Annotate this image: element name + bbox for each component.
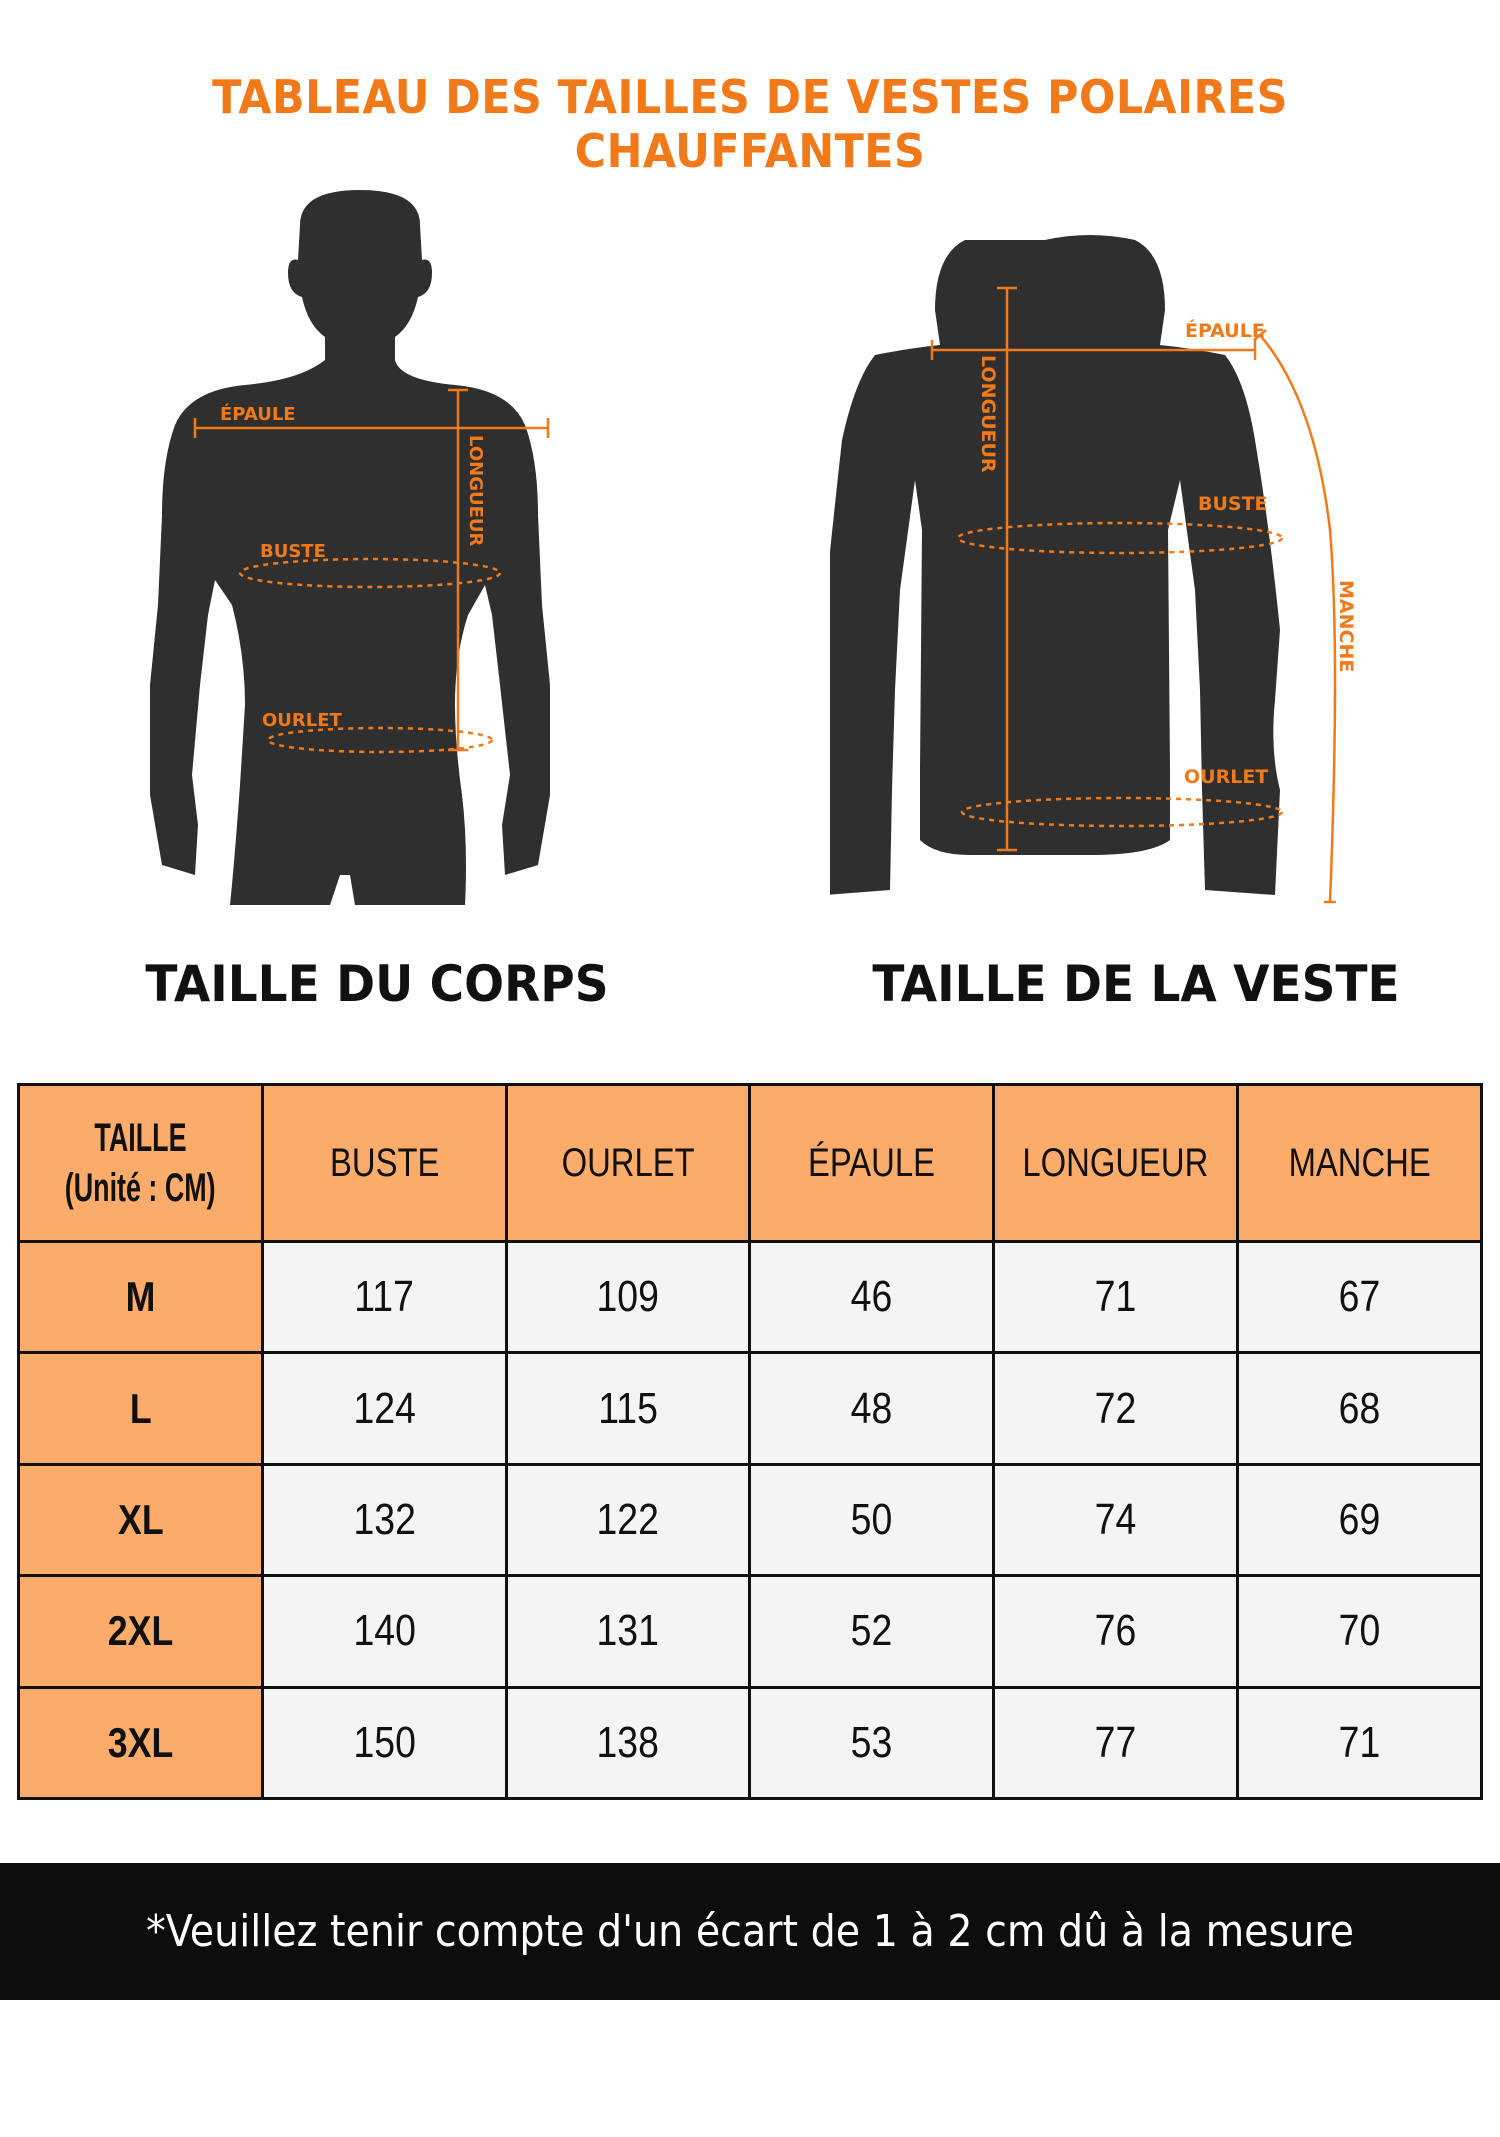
chest-cell: 140: [262, 1576, 506, 1687]
table-row: [19, 1576, 1482, 1687]
chest-cell: 124: [262, 1353, 506, 1464]
length-column-header: LONGUEUR: [994, 1085, 1238, 1242]
sleeve-cell: 71: [1238, 1687, 1482, 1798]
length-cell: 74: [994, 1464, 1238, 1575]
jacket-measurement-figure: [830, 230, 1470, 910]
page-title: TABLEAU DES TAILLES DE VESTES POLAIRES CHAUFFANTES: [212, 70, 1288, 178]
chest-cell: 117: [262, 1242, 506, 1353]
size-chart-table: [17, 1083, 1483, 1800]
shoulder-cell: 50: [750, 1464, 994, 1575]
length-cell: 72: [994, 1353, 1238, 1464]
disclaimer-text: *Veuillez tenir compte d'un écart de 1 à 2 cm dû à la mesure manuelle.: [145, 1906, 1355, 2094]
length-cell: 77: [994, 1687, 1238, 1798]
table-row: [19, 1687, 1482, 1798]
hem-cell: 115: [506, 1353, 750, 1464]
body-measurement-figure: [150, 185, 570, 905]
size-cell: L: [19, 1353, 263, 1464]
hem-cell: 131: [506, 1576, 750, 1687]
size-header-line1: TAILLE: [94, 1116, 187, 1160]
jacket-chest-label: BUSTE: [1198, 493, 1268, 515]
size-cell: 3XL: [19, 1687, 263, 1798]
shoulder-cell: 52: [750, 1576, 994, 1687]
chest-cell: 150: [262, 1687, 506, 1798]
length-cell: 76: [994, 1576, 1238, 1687]
sleeve-cell: 68: [1238, 1353, 1482, 1464]
body-silhouette: [150, 190, 550, 905]
size-cell: XL: [19, 1464, 263, 1575]
length-cell: 71: [994, 1242, 1238, 1353]
table-row: [19, 1464, 1482, 1575]
table-row: [19, 1353, 1482, 1464]
hem-cell: 109: [506, 1242, 750, 1353]
body-hem-label: OURLET: [262, 710, 342, 731]
jacket-shoulder-label: ÉPAULE: [1185, 320, 1265, 342]
jacket-size-caption: TAILLE DE LA VESTE: [872, 955, 1400, 1013]
jacket-length-label: LONGUEUR: [977, 355, 999, 473]
size-cell: M: [19, 1242, 263, 1353]
hem-column-header: OURLET: [506, 1085, 750, 1242]
shoulder-column-header: ÉPAULE: [750, 1085, 994, 1242]
hem-cell: 122: [506, 1464, 750, 1575]
hem-cell: 138: [506, 1687, 750, 1798]
size-header-line2: (Unité : CM): [64, 1166, 216, 1210]
jacket-hem-label: OURLET: [1184, 766, 1269, 788]
body-chest-label: BUSTE: [260, 541, 326, 562]
size-cell: 2XL: [19, 1576, 263, 1687]
size-column-header: [19, 1085, 263, 1242]
sleeve-cell: 70: [1238, 1576, 1482, 1687]
shoulder-cell: 46: [750, 1242, 994, 1353]
table-row: [19, 1242, 1482, 1353]
sleeve-cell: 69: [1238, 1464, 1482, 1575]
chest-column-header: BUSTE: [262, 1085, 506, 1242]
body-shoulder-label: ÉPAULE: [220, 404, 296, 425]
measurement-disclaimer: [0, 1863, 1500, 2094]
sleeve-cell: 67: [1238, 1242, 1482, 1353]
body-size-caption: TAILLE DU CORPS: [145, 955, 609, 1013]
shoulder-cell: 48: [750, 1353, 994, 1464]
jacket-sleeve-label: MANCHE: [1335, 580, 1357, 673]
table-header-row: [19, 1085, 1482, 1242]
sleeve-column-header: MANCHE: [1238, 1085, 1482, 1242]
chest-cell: 132: [262, 1464, 506, 1575]
body-length-label: LONGUEUR: [465, 435, 486, 547]
shoulder-cell: 53: [750, 1687, 994, 1798]
